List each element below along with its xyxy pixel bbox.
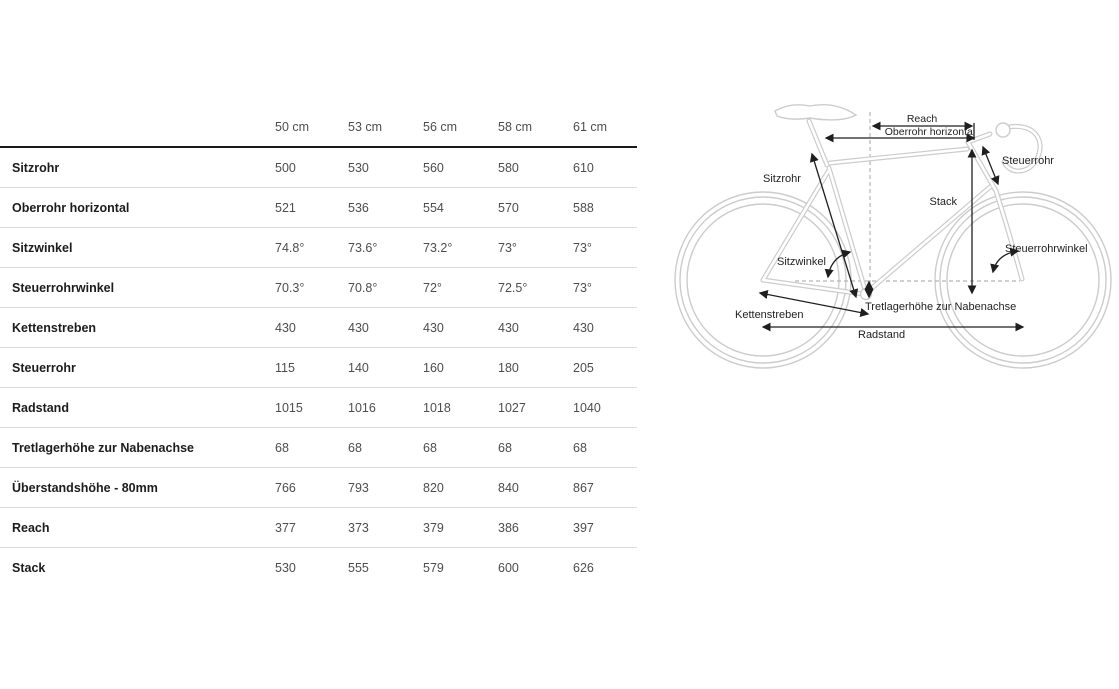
row-value: 560 [423,160,444,175]
row-value: 626 [573,561,594,575]
row-value: 1040 [573,400,601,415]
row-value: 73° [573,240,592,255]
table-row [0,388,637,428]
row-label: Reach [12,520,50,535]
row-value: 205 [573,360,594,375]
tretlagerhoehe-label: Tretlagerhöhe zur Nabenachse [865,301,1017,313]
size-header: 58 cm [498,119,533,134]
size-header: 50 cm [275,119,310,134]
sitzrohr-arrow [812,154,856,297]
row-value: 140 [348,360,369,375]
row-value: 70.8° [348,280,378,295]
bike-geometry-diagram [660,85,1119,385]
table-header-row [0,107,637,148]
row-value: 1027 [498,400,526,415]
row-value: 72.5° [498,280,528,295]
row-value: 377 [275,520,296,535]
sitzrohr-label: Sitzrohr [763,173,801,185]
steuerrohr-label: Steuerrohr [1002,155,1054,167]
row-value: 180 [498,360,519,375]
row-value: 68 [275,440,289,455]
reach-label: Reach [906,113,938,125]
row-value: 530 [348,160,369,175]
oberrohr-horizontal-label: Oberrohr horizontal [884,126,976,138]
table-row [0,348,637,388]
saddle-icon [775,105,856,120]
row-value: 600 [498,561,519,575]
stack-label: Stack [929,196,957,208]
row-value: 867 [573,480,594,495]
size-header: 56 cm [423,119,458,134]
table-row [0,548,637,588]
row-value: 530 [275,561,296,575]
row-value: 793 [348,480,369,495]
row-value: 68 [498,440,512,455]
row-value: 820 [423,480,444,495]
row-value: 74.8° [275,240,305,255]
row-value: 766 [275,480,296,495]
row-label: Oberrohr horizontal [12,200,130,215]
row-value: 430 [275,320,296,335]
row-label: Sitzrohr [12,160,60,175]
row-value: 430 [498,320,519,335]
table-row [0,508,637,548]
row-value: 1015 [275,400,303,415]
row-value: 373 [348,520,369,535]
kettenstreben-label: Kettenstreben [735,309,804,321]
row-value: 73.2° [423,240,453,255]
row-value: 580 [498,160,519,175]
row-value: 397 [573,520,594,535]
row-label: Stack [12,561,46,575]
row-value: 430 [348,320,369,335]
row-value: 554 [423,200,444,215]
steuerrohrwinkel-label: Steuerrohrwinkel [1005,243,1088,255]
row-label: Sitzwinkel [12,240,73,255]
size-header: 53 cm [348,119,383,134]
row-label: Steuerrohr [12,360,76,375]
row-value: 588 [573,200,594,215]
row-value: 160 [423,360,444,375]
table-row [0,188,637,228]
row-value: 430 [573,320,594,335]
row-value: 73.6° [348,240,378,255]
table-row [0,308,637,348]
table-row [0,268,637,308]
row-label: Überstandshöhe - 80mm [12,480,158,495]
row-value: 386 [498,520,519,535]
sitzwinkel-label: Sitzwinkel [777,256,826,268]
row-label: Radstand [12,400,69,415]
row-value: 555 [348,561,369,575]
row-value: 521 [275,200,296,215]
table-row [0,468,637,508]
row-label: Steuerrohrwinkel [12,280,115,295]
geometry-table [0,107,637,588]
row-value: 70.3° [275,280,305,295]
row-value: 840 [498,480,519,495]
table-row [0,428,637,468]
row-value: 68 [573,440,587,455]
row-value: 536 [348,200,369,215]
row-value: 1018 [423,400,451,415]
row-value: 579 [423,561,444,575]
row-value: 430 [423,320,444,335]
row-value: 115 [275,360,295,375]
row-value: 68 [348,440,362,455]
row-value: 73° [573,280,592,295]
row-label: Tretlagerhöhe zur Nabenachse [12,440,195,455]
row-value: 1016 [348,400,376,415]
table-body [0,148,637,588]
row-value: 570 [498,200,519,215]
row-value: 68 [423,440,437,455]
table-row [0,228,637,268]
row-value: 72° [423,280,442,295]
row-value: 610 [573,160,594,175]
table-row [0,148,637,188]
row-value: 500 [275,160,296,175]
row-label: Kettenstreben [12,320,97,335]
size-header: 61 cm [573,119,608,134]
bottom-bracket-icon [861,289,872,300]
row-value: 73° [498,240,517,255]
radstand-label: Radstand [858,329,906,341]
row-value: 379 [423,520,444,535]
